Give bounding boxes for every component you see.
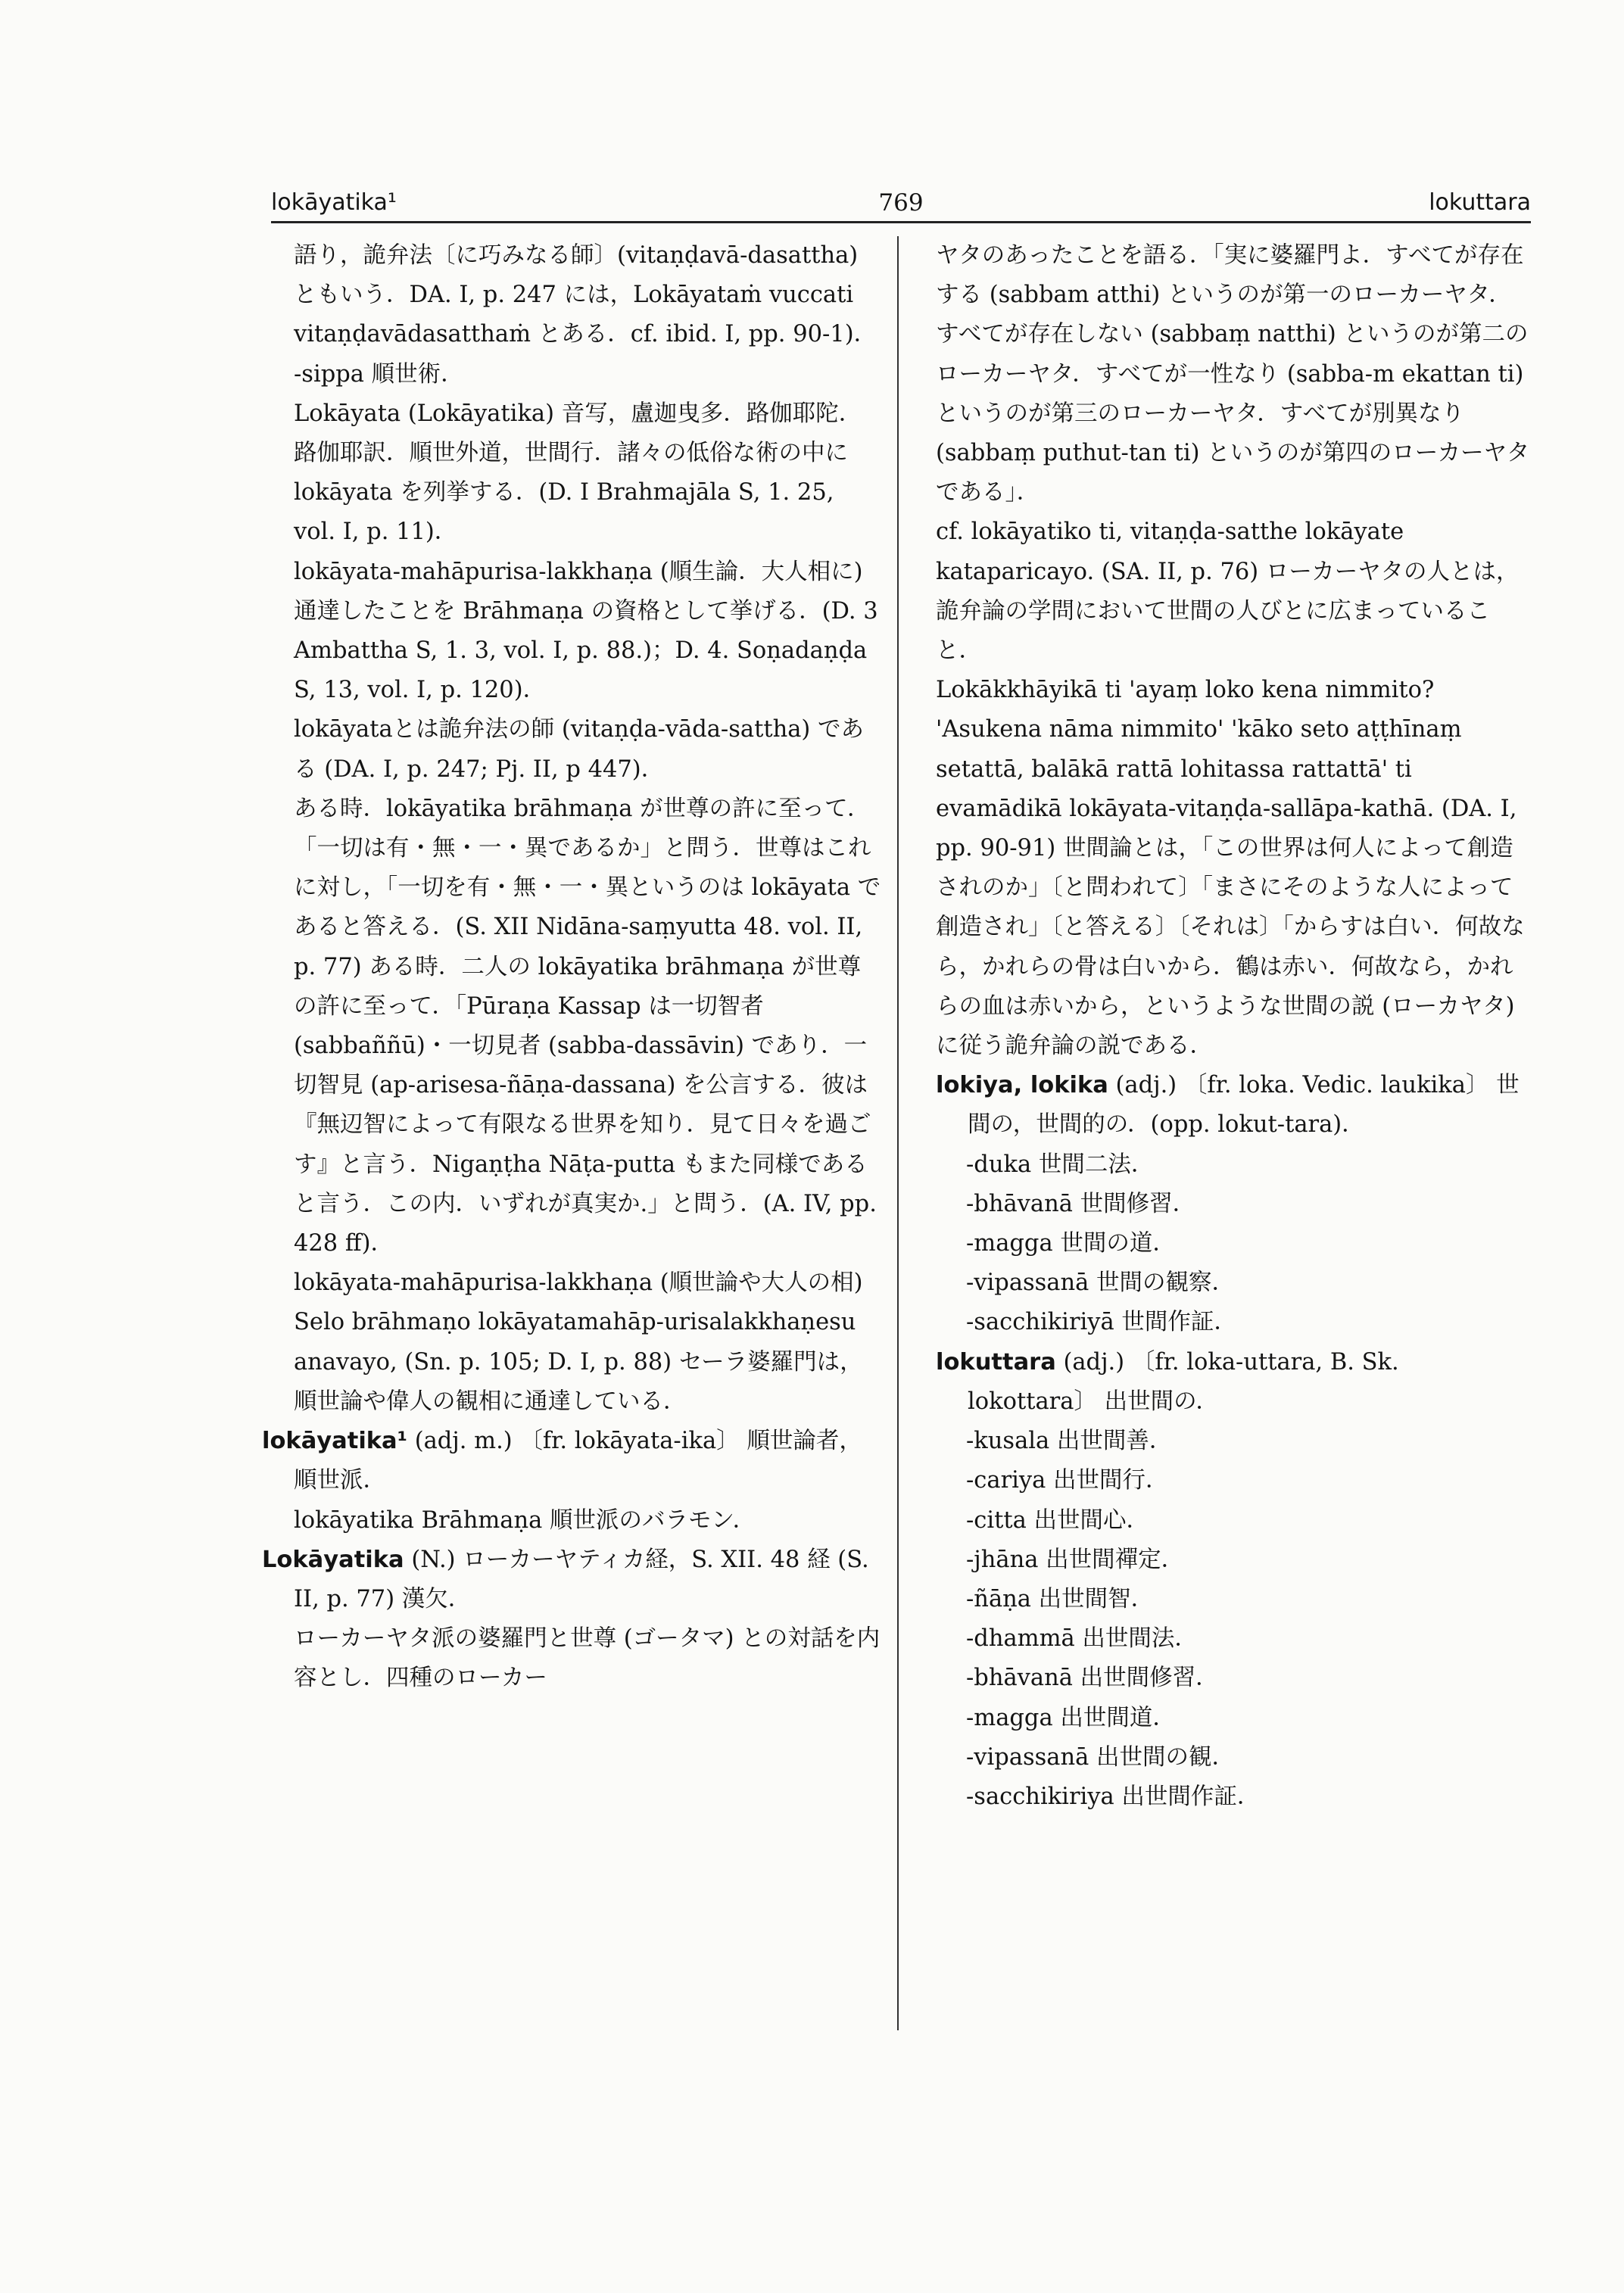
lokiya-sub-bhavana: -bhāvanā 世間修習． [966, 1190, 1196, 1217]
entry-lokuttara-body: (adj.) 〔fr. loka-uttara, B. Sk. lokottara〕 出世間の． [968, 1348, 1399, 1415]
lokiya-sub-sacchikiriya: -sacchikiriyā 世間作証． [966, 1309, 1237, 1336]
lokuttara-sub-dhamma: -dhammā 出世間法． [966, 1625, 1198, 1653]
left-para-brahmana: lokāyatika Brāhmaṇa 順世派のバラモン． [294, 1506, 756, 1534]
left-para-lakkhana: lokāyata-mahāpurisa-lakkhaṇa (順生論．大人相に) 通達したことを Brāhmaṇa の資格として挙げる．(D. 3 Ambattha S, 1. 3, vol. I, p. 88.)；D. 4. Soṇadaṇḍa S, 13, vol. I, p. 120)． [294, 558, 878, 704]
lokuttara-sub-sacchikiriya: -sacchikiriya 出世間作証． [966, 1783, 1261, 1810]
lokuttara-sub-kusala: -kusala 出世間善． [966, 1428, 1173, 1455]
headword-lokayatika-sutta: Lokāyatika [262, 1546, 404, 1573]
page-number: 769 [878, 189, 924, 217]
lokuttara-sub-magga: -magga 出世間道． [966, 1704, 1176, 1731]
right-column [936, 236, 1532, 1817]
entry-lokiya [936, 1066, 1532, 1145]
lokuttara-sub-vipassana: -vipassanā 出世間の観． [966, 1743, 1236, 1771]
entry-lokiya-body: (adj.) 〔fr. loka. Vedic. laukika〕 世間の，世間的の．(opp. lokut-tara)． [968, 1072, 1520, 1139]
headword-lokuttara: lokuttara [936, 1348, 1056, 1375]
running-head-left: lokāyatika¹ [271, 189, 397, 216]
left-para-1: 語り，詭弁法〔に巧みなる師〕(vitaṇḍavā-dasattha) ともいう．DA. I, p. 247 には，Lokāyataṁ vuccati vitaṇḍavādasatthaṁ とある．cf. ibid. I, pp. 90-1)． [294, 242, 877, 348]
entry-lokayatika [262, 1422, 883, 1500]
headword-lokiya: lokiya, lokika [936, 1072, 1108, 1099]
running-head [271, 189, 1531, 223]
lokiya-sub-vipassana: -vipassanā 世間の観察． [966, 1270, 1236, 1297]
lokuttara-sub-cariya: -cariya 出世間行． [966, 1467, 1169, 1494]
right-para-lokakkhayika: Lokākkhāyikā ti 'ayaṃ loko kena nimmito? 'Asukena nāma nimmito' 'kāko seto aṭṭhīnaṃ setattā, balākā rattā lohitassa rattattā' ti evamādikā lokāyata-vitaṇḍa-sallāpa-kathā. (DA. I, pp. 90-91) 世間論とは，「この世界は何人によって創造されのか」〔と問われて〕「まさにそのような人によって創造され」〔と答える〕〔それは〕「からすは白い．何故なら，かれらの骨は白いから．鶴は赤い．何故なら，かれらの血は赤いから，というような世間の説 (ローカヤタ) に従う詭弁論の説である． [936, 677, 1525, 1060]
entry-lokayatika-sutta-body: (N.) ローカーヤティカ経，S. XII. 48 経 (S. II, p. 77) 漢欠． [294, 1546, 869, 1612]
left-para-story: ある時．lokāyatika brāhmaṇa が世尊の許に至って．「一切は有・無・一・異であるか」と問う．世尊はこれに対し，「一切を有・無・一・異というのは lokāyata であると答える．(S. XII Nidāna-saṃyutta 48. vol. II, p. 77) ある時．二人の lokāyatika brāhmaṇa が世尊の許に至って．「Pūraṇa Kassap は一切智者 (sabbaññū)・一切見者 (sabba-dassāvin) であり．一切智見 (ap-arisesa-ñāṇa-dassana) を公言する．彼は『無辺智によって有限なる世界を知り．見て日々を過ごす』と言う．Nigaṇṭha Nāṭa-putta もまた同様であると言う．この内．いずれが真実か.」と問う．(A. IV, pp. 428 ff)． [294, 795, 881, 1257]
column-divider [897, 236, 899, 2030]
lokuttara-sub-nana: -ñāṇa 出世間智． [966, 1585, 1155, 1612]
running-head-right: lokuttara [1429, 189, 1531, 216]
lokiya-sub-magga: -magga 世間の道． [966, 1230, 1176, 1257]
left-para-last: ローカーヤタ派の婆羅門と世尊 (ゴータマ) との対話を内容とし．四種のローカー [294, 1625, 881, 1692]
left-para-lokayata: Lokāyata (Lokāyatika) 音写，盧迦曳多．路伽耶陀．路伽耶訳．順世外道，世間行．諸々の低俗な術の中に lokāyata を列挙する．(D. I Brahmajāla S, 1. 25, vol. I, p. 11)． [294, 400, 862, 546]
lokuttara-sub-citta: -citta 出世間心． [966, 1506, 1150, 1534]
header-rule [271, 221, 1531, 223]
headword-lokayatika: lokāyatika¹ [262, 1428, 407, 1455]
lokiya-sub-duka: -duka 世間二法． [966, 1151, 1155, 1178]
entry-lokayatika-body: (adj. m.) 〔fr. lokāyata-ika〕 順世論者，順世派． [294, 1428, 862, 1494]
lokuttara-sub-bhavana: -bhāvanā 出世間修習． [966, 1665, 1219, 1692]
left-para-vitanda: lokāyataとは詭弁法の師 (vitaṇḍa-vāda-sattha) である (DA. I, p. 247; Pj. II, p 447)． [294, 716, 865, 783]
right-para-cf: cf. lokāyatiko ti, vitaṇḍa-satthe lokāyate kataparicayo. (SA. II, p. 76) ローカーヤタの人とは，詭弁論の学問において世間の人びとに広まっていること． [936, 519, 1520, 665]
right-para-1: ヤタのあったことを語る．「実に婆羅門よ．すべてが存在する (sabbam atthi) というのが第一のローカーヤタ．すべてが存在しない (sabbaṃ natthi) というのが第二のローカーヤタ．すべてが一性なり (sabba-m ekattan ti) というのが第三のローカーヤタ．すべてが別異なり (sabbaṃ puthut-tan ti) というのが第四のローカーヤタである」． [936, 242, 1530, 506]
left-para-selo: lokāyata-mahāpurisa-lakkhaṇa (順世論や大人の相) Selo brāhmaṇo lokāyatamahāp-urisalakkhaṇesu anavayo, (Sn. p. 105; D. I, p. 88) セーラ婆羅門は，順世論や偉人の観相に通達している． [294, 1270, 863, 1415]
left-column [262, 236, 883, 1699]
entry-lokuttara [936, 1343, 1532, 1422]
lokuttara-sub-jhana: -jhāna 出世間禪定． [966, 1546, 1185, 1573]
entry-lokayatika-sutta [262, 1541, 883, 1619]
left-sub-sippa: -sippa 順世術． [294, 360, 464, 388]
